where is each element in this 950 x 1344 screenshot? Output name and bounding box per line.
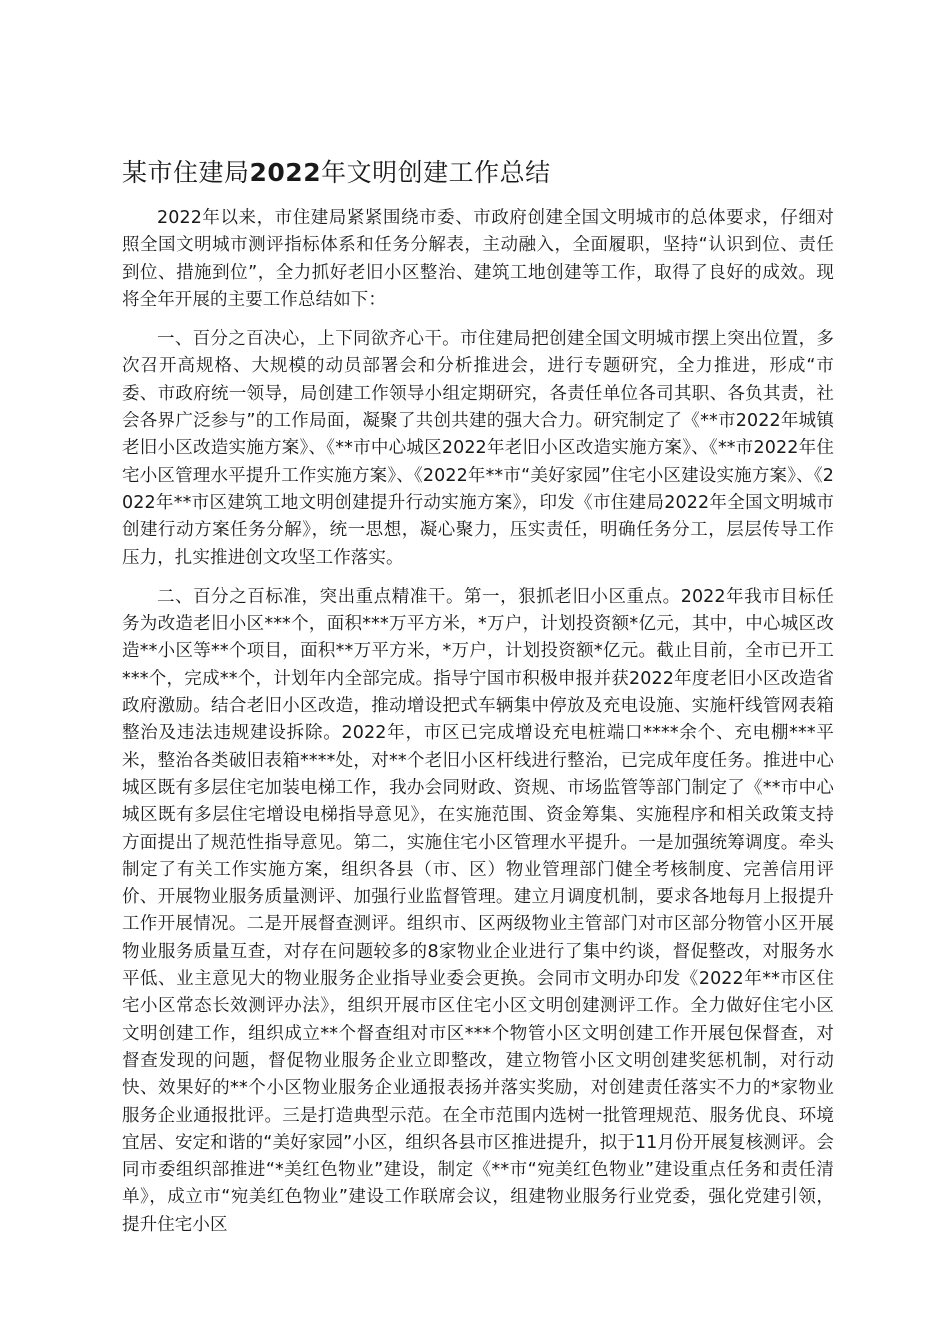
- title-suffix: 年文明创建工作总结: [321, 158, 551, 187]
- document-title: [122, 153, 551, 193]
- intro-paragraph: 2022年以来，市住建局紧紧围绕市委、市政府创建全国文明城市的总体要求，仔细对照全国文明城市测评指标体系和任务分解表，主动融入，全面履职，坚持“认识到位、责任到位、措施到位”，全力抓好老旧小区整治、建筑工地创建等工作，取得了良好的成效。现将全年开展的主要工作总结如下：: [122, 208, 834, 310]
- title-prefix: 某市住建局: [122, 158, 250, 187]
- section-one-paragraph: 一、百分之百决心，上下同欲齐心干。市住建局把创建全国文明城市摆上突出位置，多次召开高规格、大规模的动员部署会和分析推进会，进行专题研究，全力推进，形成“市委、市政府统一领导，局创建工作领导小组定期研究，各责任单位各司其职、各负其责，社会各界广泛参与”的工作局面，凝聚了共创共建的强大合力。研究制定了《**市2022年城镇老旧小区改造实施方案》、《**市中心城区2022年老旧小区改造实施方案》、《**市2022年住宅小区管理水平提升工作实施方案》、《2022年**市“美好家园”住宅小区建设实施方案》、《2022年**市区建筑工地文明创建提升行动实施方案》，印发《市住建局2022年全国文明城市创建行动方案任务分解》，统一思想，凝心聚力，压实责任，明确任务分工，层层传导工作压力，扎实推进创文攻坚工作落实。: [122, 329, 834, 568]
- document-body: [122, 205, 834, 1251]
- title-year: 2022: [249, 158, 322, 187]
- section-two-paragraph: 二、百分之百标准，突出重点精准干。第一，狠抓老旧小区重点。2022年我市目标任务为改造老旧小区***个，面积***万平方米，*万户，计划投资额*亿元，其中，中心城区改造**小区等**个项目，面积**万平方米，*万户，计划投资额*亿元。截止目前，全市已开工***个，完成**个，计划年内全部完成。指导宁国市积极申报并获2022年度老旧小区改造省政府激励。结合老旧小区改造，推动增设把式车辆集中停放及充电设施、实施杆线管网表箱整治及违法违规建设拆除。2022年，市区已完成增设充电桩端口****余个、充电棚***平米，整治各类破旧表箱****处，对**个老旧小区杆线进行整治，已完成年度任务。推进中心城区既有多层住宅加装电梯工作，我办会同财政、资规、市场监管等部门制定了《**市中心城区既有多层住宅增设电梯指导意见》，在实施范围、资金筹集、实施程序和相关政策支持方面提出了规范性指导意见。第二，实施住宅小区管理水平提升。一是加强统筹调度。牵头制定了有关工作实施方案，组织各县（市、区）物业管理部门健全考核制度、完善信用评价、开展物业服务质量测评、加强行业监督管理。建立月调度机制，要求各地每月上报提升工作开展情况。二是开展督查测评。组织市、区两级物业主管部门对市区部分物管小区开展物业服务质量互查，对存在问题较多的8家物业企业进行了集中约谈，督促整改，对服务水平低、业主意见大的物业服务企业指导业委会更换。会同市文明办印发《2022年**市区住宅小区常态长效测评办法》，组织开展市区住宅小区文明创建测评工作。全力做好住宅小区文明创建工作，组织成立**个督查组对市区***个物管小区文明创建工作开展包保督查，对督查发现的问题，督促物业服务企业立即整改，建立物管小区文明创建奖惩机制，对行动快、效果好的**个小区物业服务企业通报表扬并落实奖励，对创建责任落实不力的*家物业服务企业通报批评。三是打造典型示范。在全市范围内选树一批管理规范、服务优良、环境宜居、安定和谐的“美好家园”小区，组织各县市区推进提升，拟于11月份开展复核测评。会同市委组织部推进“*美红色物业”建设，制定《**市“宛美红色物业”建设重点任务和责任清单》，成立市“宛美红色物业”建设工作联席会议，组建物业服务行业党委，强化党建引领，提升住宅小区: [122, 586, 834, 1235]
